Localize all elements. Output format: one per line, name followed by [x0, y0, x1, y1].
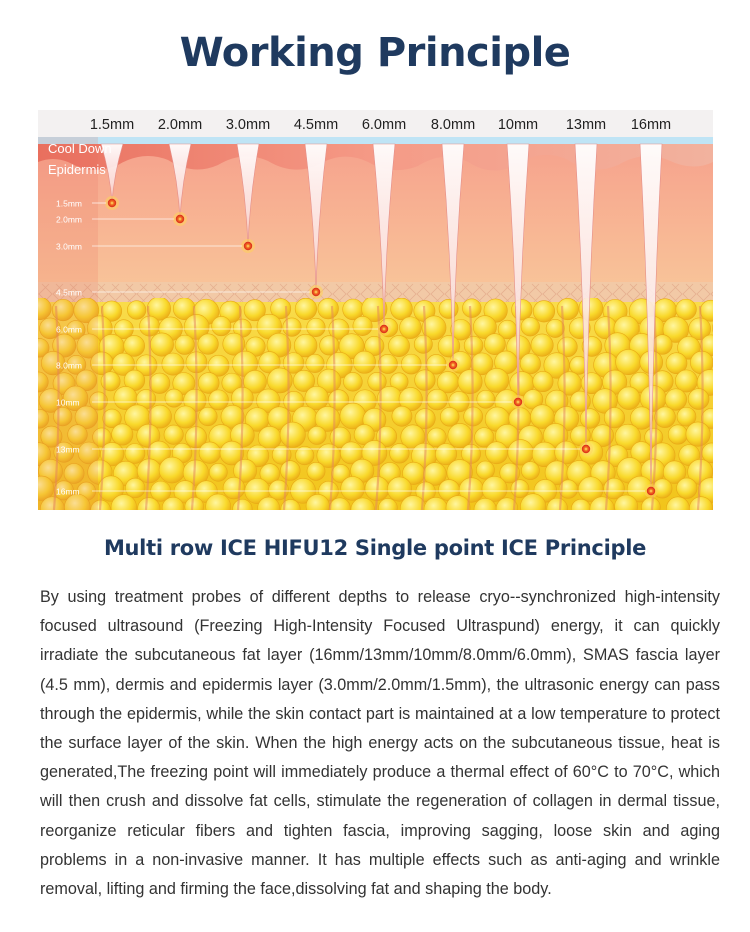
top-depth-label: 6.0mm [361, 117, 407, 133]
top-depth-label: 8.0mm [430, 117, 476, 133]
cool-down-label-line1: Cool Down [48, 141, 112, 156]
description-paragraph: By using treatment probes of different depths to release cryo--synchronized high-intensity focused ultrasound (Freezing High-Intensity Focused Ultraspund) energy, it can quickly irradiate the subcutaneous fat layer (16mm/13mm/10mm/8.0mm/6.0mm), SMAS fascia layer (4.5 mm), dermis and epidermis layer (3.0mm/2.0mm/1.5mm), the ultrasonic energy can pass through the epidermis, while the skin contact part is maintained at a low temperature to protect the surface layer of the skin. When the high energy acts on the subcutaneous tissue, heat is generated,The freezing point will immediately produce a thermal effect of 60°C to 70°C, which will then crush and dissolve fat cells, stimulate the regeneration of collagen in dermal tissue, reorganize reticular fibers and tighten fascia, improving sagging, loose skin and aging problems in a non-invasive manner. It has multiple effects such as anti-aging and wrinkle removal, lifting and firming the face,dissolving fat and shaping the body. [40, 588, 720, 899]
focal-point [108, 199, 116, 207]
top-depth-label: 13mm [565, 117, 607, 133]
side-depth-label: 13mm [56, 444, 80, 455]
side-depth-label: 10mm [56, 397, 80, 408]
side-depth-label: 6.0mm [56, 324, 82, 335]
side-depth-label: 16mm [56, 486, 80, 497]
focal-point [176, 215, 184, 223]
focal-point [647, 487, 655, 495]
page-title: Working Principle [179, 30, 571, 76]
top-depth-label: 4.5mm [293, 117, 339, 133]
top-depth-label: 10mm [497, 117, 539, 133]
top-depth-labels [90, 117, 671, 133]
side-depth-label: 2.0mm [56, 214, 82, 225]
skin-layers-illustration [38, 110, 713, 510]
cooling-strip [38, 137, 713, 144]
focal-point [244, 242, 252, 250]
side-depth-label: 8.0mm [56, 360, 82, 371]
top-depth-label: 1.5mm [89, 117, 135, 133]
side-depth-label: 1.5mm [56, 198, 82, 209]
side-depth-label: 4.5mm [56, 287, 82, 298]
side-depth-label: 3.0mm [56, 241, 82, 252]
focal-point [312, 288, 320, 296]
top-depth-label: 2.0mm [157, 117, 203, 133]
top-depth-label: 16mm [630, 117, 672, 133]
skin-depth-diagram [38, 110, 713, 510]
focal-point [514, 398, 522, 406]
focal-point [380, 325, 388, 333]
focal-point [449, 361, 457, 369]
cool-down-label-line2: Epidermis [48, 162, 106, 177]
section-subtitle: Multi row ICE HIFU12 Single point ICE Principle [103, 536, 647, 560]
top-depth-label: 3.0mm [225, 117, 271, 133]
focal-point [582, 445, 590, 453]
